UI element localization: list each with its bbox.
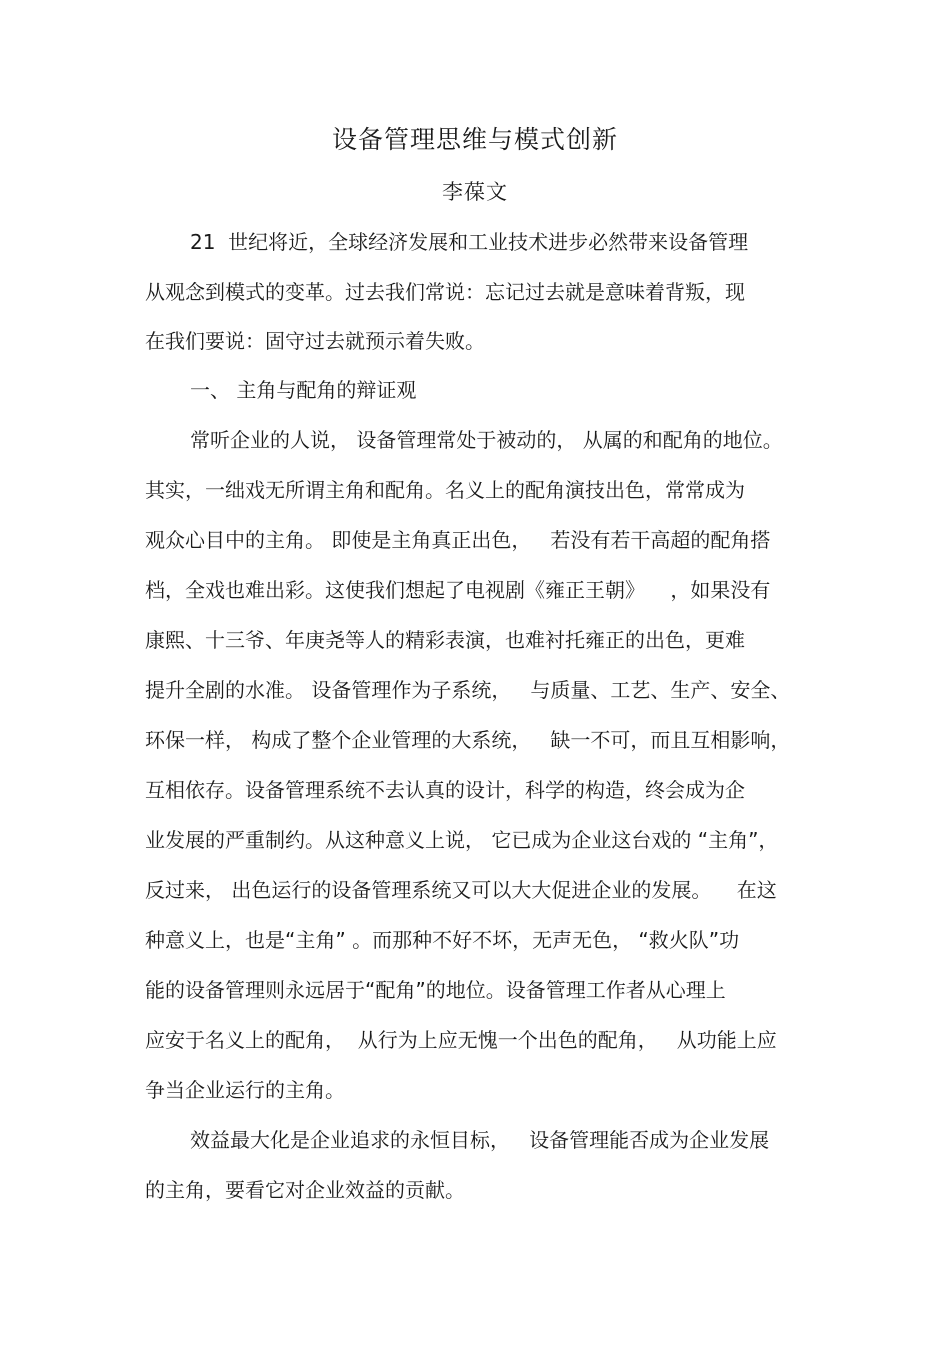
text-line: 争当企业运行的主角。 [145, 1078, 345, 1102]
text-line: 观众心目中的主角。 即使是主角真正出色， 若没有若干高超的配角搭 [145, 528, 771, 552]
text-line: 的主角，要看它对企业效益的贡献。 [145, 1178, 465, 1202]
text-line: 常听企业的人说， 设备管理常处于被动的， 从属的和配角的地位。 [190, 428, 783, 452]
text-line: 种意义上，也是“主角” 。而那种不好不坏，无声无色， “救火队”功 [145, 928, 740, 952]
text-line: 从观念到模式的变革。过去我们常说：忘记过去就是意味着背叛，现 [145, 280, 745, 304]
text-line: 康熙、十三爷、年庚尧等人的精彩表演，也难衬托雍正的出色，更难 [145, 628, 745, 652]
text-line: 提升全剧的水准。 设备管理作为子系统， 与质量、工艺、生产、安全、 [145, 678, 791, 702]
text-line: 档，全戏也难出彩。这使我们想起了电视剧《雍正王朝》 ，如果没有 [145, 578, 771, 602]
document-author: 李葆文 [442, 180, 508, 204]
text-line: 反过来， 出色运行的设备管理系统又可以大大促进企业的发展。 在这 [145, 878, 777, 902]
text-line: 能的设备管理则永远居于“配角”的地位。设备管理工作者从心理上 [145, 978, 726, 1002]
text-line: 业发展的严重制约。从这种意义上说， 它已成为企业这台戏的 “主角”， [145, 828, 779, 852]
text-line: 环保一样， 构成了整个企业管理的大系统， 缺一不可，而且互相影响， [145, 728, 791, 752]
document-title: 设备管理思维与模式创新 [331, 125, 618, 154]
text-line: 效益最大化是企业追求的永恒目标， 设备管理能否成为企业发展 [190, 1128, 770, 1152]
text-line: 应安于名义上的配角， 从行为上应无愧一个出色的配角， 从功能上应 [145, 1028, 777, 1052]
text-line: 在我们要说：固守过去就预示着失败。 [145, 329, 485, 353]
section-heading: 一、 主角与配角的辩证观 [190, 378, 417, 402]
text-line: 互相依存。设备管理系统不去认真的设计，科学的构造，终会成为企 [145, 778, 745, 802]
text-line: 21 世纪将近，全球经济发展和工业技术进步必然带来设备管理 [190, 230, 749, 254]
text-line: 其实，一绌戏无所谓主角和配角。名义上的配角演技出色，常常成为 [145, 478, 745, 502]
